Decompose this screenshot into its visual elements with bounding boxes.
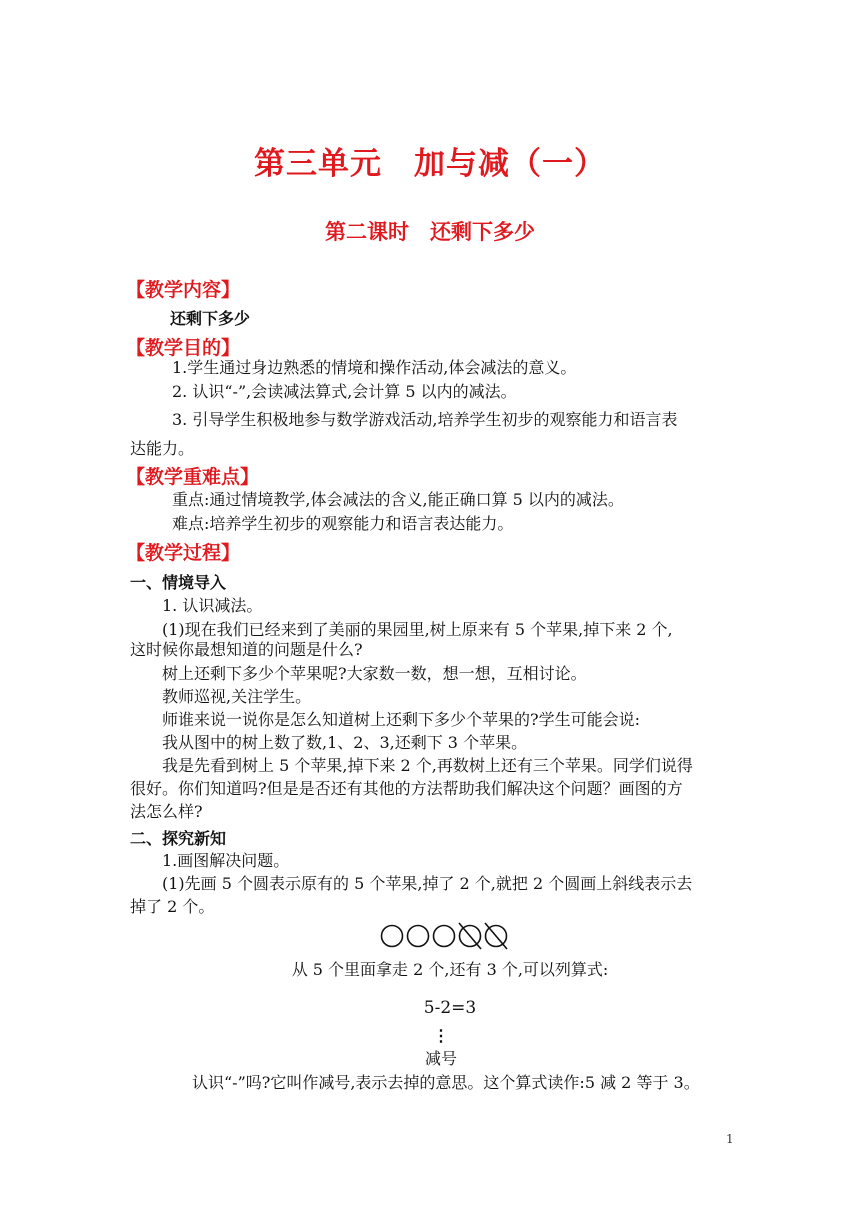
goal-item: 2. 认识“-”,会读减法算式,会计算 5 以内的减法。: [172, 382, 517, 401]
paragraph-line: (1)现在我们已经来到了美丽的果园里,树上原来有 5 个苹果,掉下来 2 个,: [162, 620, 673, 639]
goal-item: 1.学生通过身边熟悉的情境和操作活动,体会减法的意义。: [172, 358, 577, 377]
section-heading-goals: 【教学目的】: [126, 337, 241, 359]
page-number: 1: [726, 1132, 734, 1146]
paragraph-line: 1.画图解决问题。: [162, 851, 290, 870]
paragraph-line: (1)先画 5 个圆表示原有的 5 个苹果,掉了 2 个,就把 2 个圆画上斜线表示去: [162, 874, 693, 893]
lesson-title: 第二课时 还剩下多少: [325, 220, 535, 244]
unit-title: 第三单元 加与减（一）: [254, 146, 606, 182]
goal-item: 3. 引导学生积极地参与数学游戏活动,培养学生初步的观察能力和语言表: [172, 410, 678, 429]
apple-circle: [408, 926, 429, 947]
strike-line: [485, 923, 507, 949]
paragraph-line: 这时候你最想知道的问题是什么?: [130, 640, 363, 659]
apple-circle: [382, 926, 403, 947]
section-heading-content: 【教学内容】: [126, 279, 241, 301]
content-text: 还剩下多少: [170, 309, 251, 328]
paragraph-line: 我是先看到树上 5 个苹果,掉下来 2 个,再数树上还有三个苹果。同学们说得: [162, 756, 693, 775]
section-heading-process: 【教学过程】: [126, 542, 241, 564]
apple-circle: [434, 926, 455, 947]
minus-sign-label: 减号: [424, 1049, 457, 1068]
apple-circles-figure: [378, 920, 518, 952]
strike-line: [459, 923, 481, 949]
paragraph-line: 法怎么样?: [130, 802, 203, 821]
paragraph-line: 很好。你们知道吗?但是是否还有其他的方法帮助我们解决这个问题？画图的方: [130, 779, 683, 798]
paragraph-line: 我从图中的树上数了数,1、2、3,还剩下 3 个苹果。: [162, 733, 528, 752]
paragraph-line: 师谁来说一说你是怎么知道树上还剩下多少个苹果的?学生可能会说:: [162, 710, 640, 729]
paragraph-line: 1. 认识减法。: [162, 596, 263, 615]
pointer-dots: ⋮: [433, 1026, 449, 1045]
paragraph-line: 教师巡视,关注学生。: [162, 687, 312, 706]
focus-point: 重点:通过情境教学,体会减法的含义,能正确口算 5 以内的减法。: [172, 490, 624, 509]
goal-item-continued: 达能力。: [130, 439, 195, 458]
paragraph-line: 认识“-”吗?它叫作减号,表示去掉的意思。这个算式读作:5 减 2 等于 3。: [192, 1073, 700, 1092]
paragraph-line: 掉了 2 个。: [130, 897, 215, 916]
paragraph-line: 树上还剩下多少个苹果呢?大家数一数，想一想，互相讨论。: [162, 664, 587, 683]
equation: 5-2=3: [423, 998, 477, 1018]
figure-explanation: 从 5 个里面拿走 2 个,还有 3 个,可以列算式:: [291, 960, 609, 979]
section-heading-keypoints: 【教学重难点】: [126, 466, 260, 488]
part2-heading: 二、探究新知: [130, 829, 227, 848]
difficulty-point: 难点:培养学生初步的观察能力和语言表达能力。: [172, 514, 514, 533]
part1-heading: 一、情境导入: [130, 573, 227, 592]
